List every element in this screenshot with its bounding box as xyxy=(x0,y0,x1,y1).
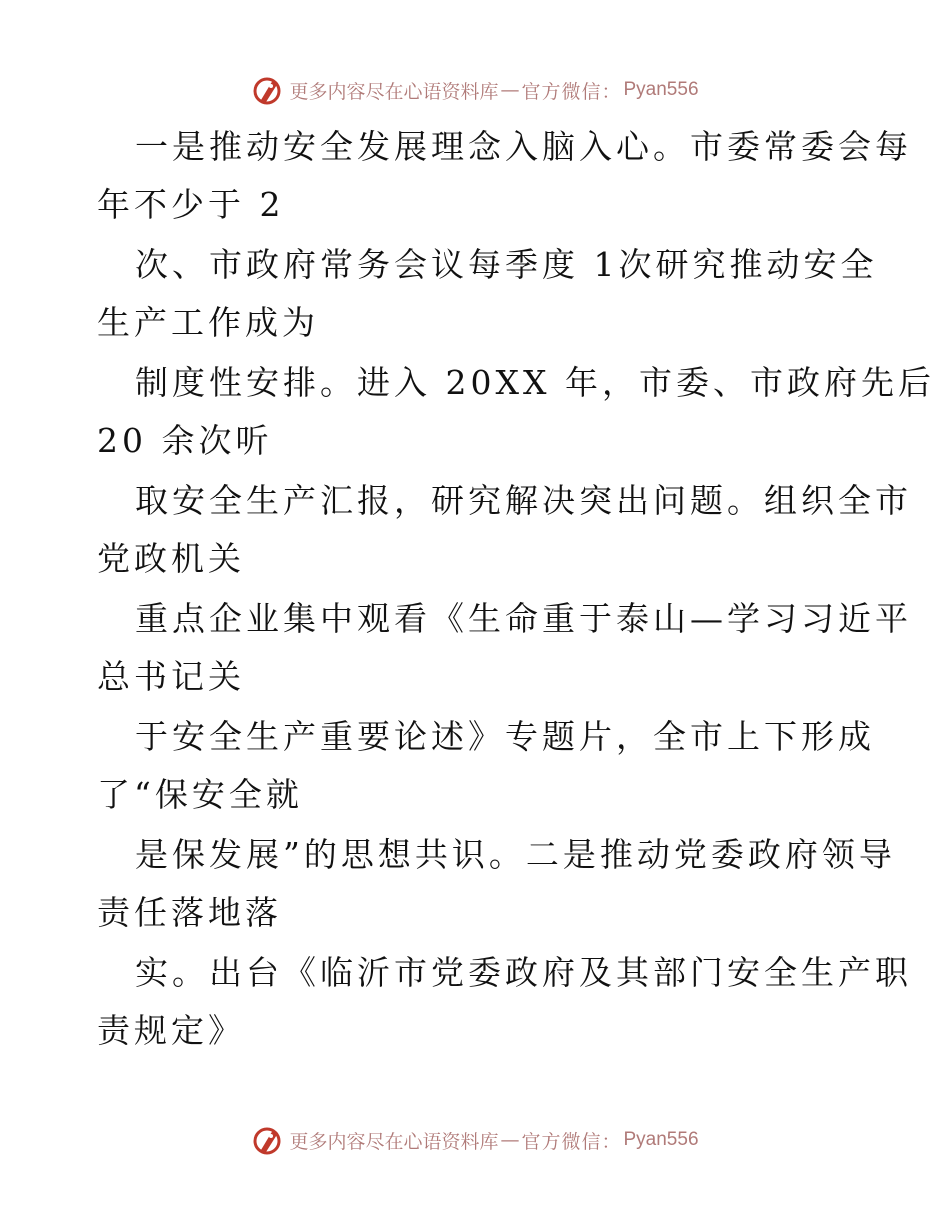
body-line: 次、市政府常务会议每季度 1次研究推动安全 xyxy=(135,245,878,284)
pen-nib-circle-logo-icon xyxy=(251,74,283,106)
header-banner xyxy=(0,70,950,110)
body-line: 重点企业集中观看《生命重于泰山—学习习近平 xyxy=(135,599,912,638)
pen-nib-circle-logo-icon xyxy=(251,1124,283,1156)
header-separator: — xyxy=(500,79,520,101)
footer-tagline: 更多内容尽在心语资料库 xyxy=(289,1130,499,1153)
body-line: 责规定》 xyxy=(97,1011,245,1050)
body-line: 总书记关 xyxy=(97,657,245,696)
body-line: 20 余次听 xyxy=(97,421,273,460)
body-line: 生产工作成为 xyxy=(97,303,319,342)
footer-wechat-label: 官方微信： xyxy=(521,1130,622,1153)
body-line: 一是推动安全发展理念入脑入心。市委常委会每 xyxy=(135,127,912,166)
body-line: 于安全生产重要论述》专题片，全市上下形成 xyxy=(135,717,875,756)
body-line: 了“保安全就 xyxy=(97,775,303,814)
body-line: 是保发展”的思想共识。二是推动党委政府领导 xyxy=(135,835,896,874)
header-tagline: 更多内容尽在心语资料库 xyxy=(289,80,499,103)
body-line: 党政机关 xyxy=(97,539,245,578)
footer-banner xyxy=(0,1120,950,1160)
body-line: 实。出台《临沂市党委政府及其部门安全生产职 xyxy=(135,953,912,992)
footer-wechat-id: Pyan556 xyxy=(623,1129,699,1150)
body-line: 取安全生产汇报，研究解决突出问题。组织全市 xyxy=(135,481,912,520)
header-wechat-label: 官方微信： xyxy=(521,80,622,103)
body-line: 年不少于 2 xyxy=(97,185,285,224)
footer-separator: — xyxy=(500,1129,520,1151)
header-wechat-id: Pyan556 xyxy=(623,79,699,100)
body-line: 制度性安排。进入 20XX 年，市委、市政府先后 xyxy=(135,363,935,402)
body-line: 责任落地落 xyxy=(97,893,282,932)
